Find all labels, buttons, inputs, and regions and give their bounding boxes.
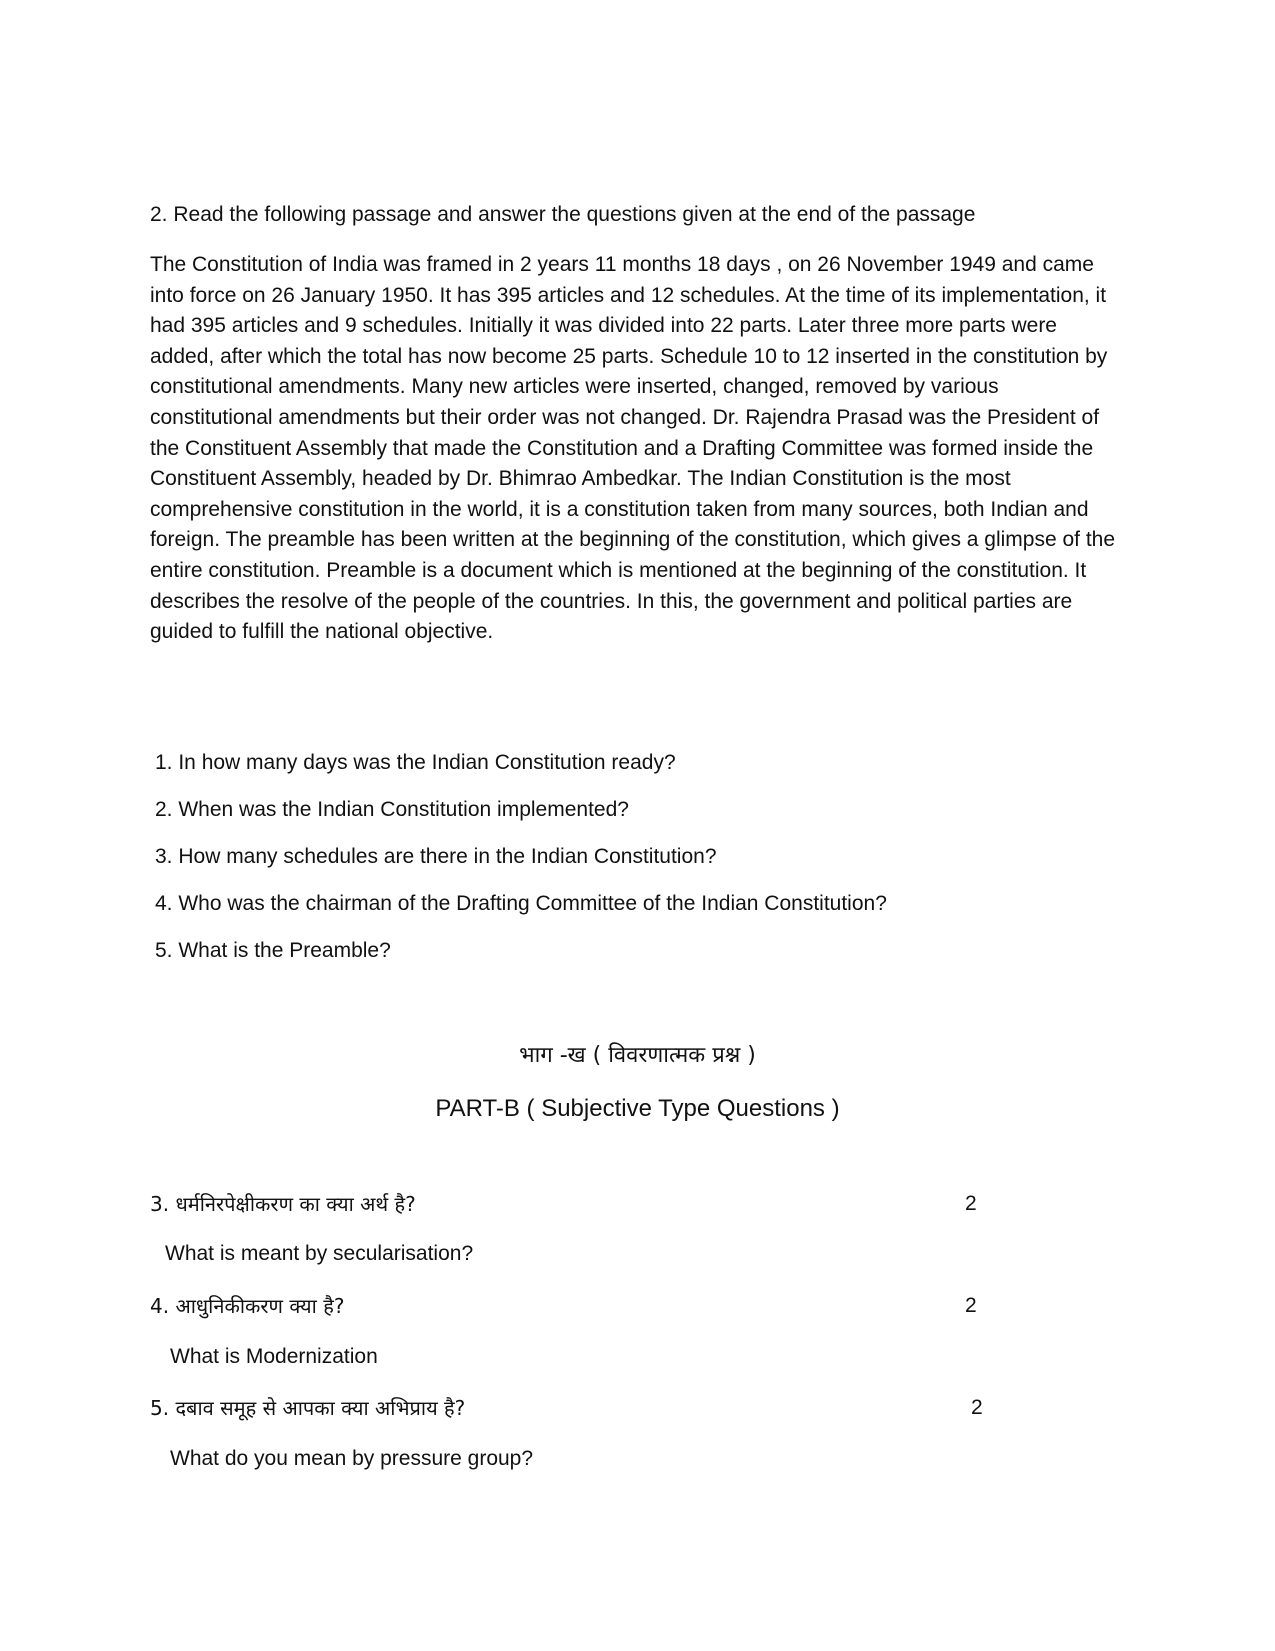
subjective-question-english: What is meant by secularisation? [165, 1242, 474, 1265]
part-b-title-hindi: भाग -ख ( विवरणात्मक प्रश्न ) [519, 1043, 756, 1068]
part-b-title-english: PART-B ( Subjective Type Questions ) [435, 1095, 840, 1122]
question-marks: 2 [971, 1396, 983, 1419]
subjective-question-english: What is Modernization [170, 1345, 378, 1368]
subjective-question-english: What do you mean by pressure group? [170, 1447, 534, 1470]
question-2-heading: 2. Read the following passage and answer the questions given at the end of the passage [150, 203, 976, 226]
subjective-question-hindi: 4. आधुनिकीकरण क्या है? [150, 1294, 345, 1318]
subjective-question-hindi: 5. दबाव समूह से आपका क्या अभिप्राय है? [150, 1396, 466, 1420]
passage-question: 4. Who was the chairman of the Drafting Committee of the Indian Constitution? [155, 892, 887, 915]
question-marks: 2 [965, 1294, 977, 1317]
question-marks: 2 [965, 1192, 977, 1215]
passage-question: 5. What is the Preamble? [155, 939, 391, 962]
passage-question: 3. How many schedules are there in the Indian Constitution? [155, 845, 717, 868]
passage-question: 1. In how many days was the Indian Constitution ready? [155, 751, 676, 774]
passage-question: 2. When was the Indian Constitution implemented? [155, 798, 629, 821]
passage-questions-list [155, 748, 887, 983]
passage-text: The Constitution of India was framed in 2 years 11 months 18 days , on 26 November 1949 and came into force on 26 January 1950. It has 395 articles and 12 schedules. At the time of its implementation, it had 395 articles and 9 schedules. Initially it was divided into 22 parts. Later three more parts were added, after which the total has now become 25 parts. Schedule 10 to 12 inserted in the constitution by constitutional amendments. Many new articles were inserted, changed, removed by various constitutional amendments but their order was not changed. Dr. Rajendra Prasad was the President of the Constituent Assembly that made the Constitution and a Drafting Committee was formed inside the Constituent Assembly, headed by Dr. Bhimrao Ambedkar. The Indian Constitution is the most comprehensive constitution in the world, it is a constitution taken from many sources, both Indian and foreign. The preamble has been written at the beginning of the constitution, which gives a glimpse of the entire constitution. Preamble is a document which is mentioned at the beginning of the constitution. It describes the resolve of the people of the countries. In this, the government and political parties are guided to fulfill the national objective. [150, 253, 1116, 644]
subjective-question-hindi: 3. धर्मनिरपेक्षीकरण का क्या अर्थ है? [150, 1192, 416, 1216]
